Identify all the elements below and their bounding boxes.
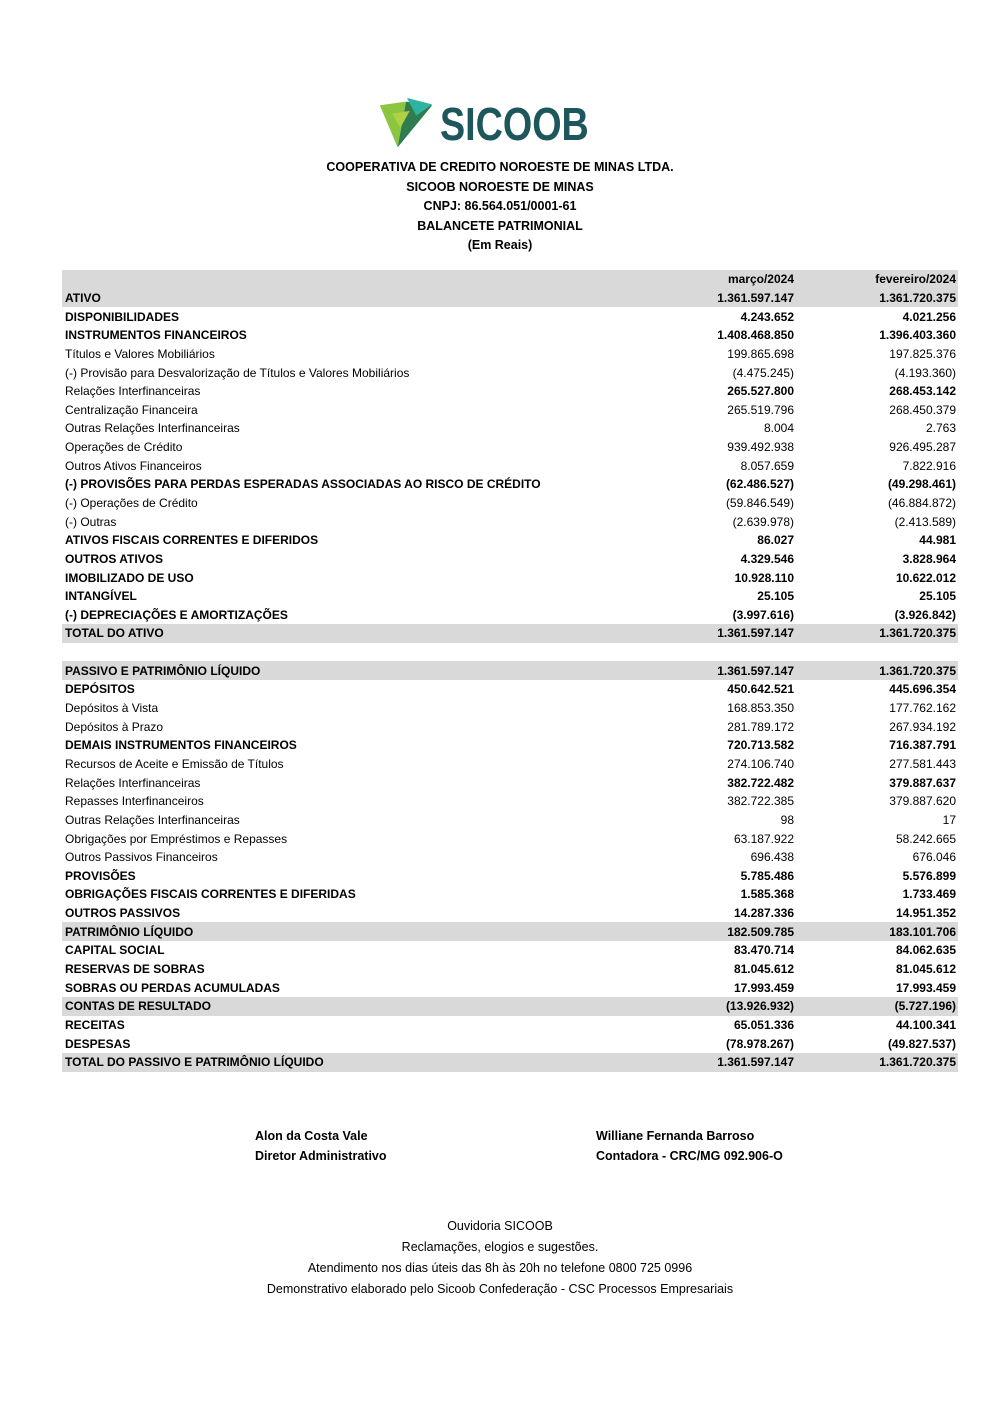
row-value-month-2: 1.361.720.375 bbox=[879, 663, 956, 678]
row-value-month-1: 17.993.459 bbox=[733, 980, 794, 995]
row-value-month-2: 926.495.287 bbox=[889, 440, 956, 455]
row-label: DISPONIBILIDADES bbox=[65, 309, 180, 324]
row-value-month-2: 17 bbox=[942, 812, 956, 827]
sicoob-mark-icon bbox=[378, 96, 434, 152]
row-value-month-1: 696.438 bbox=[750, 850, 794, 865]
director-role: Diretor Administrativo bbox=[255, 1149, 387, 1163]
row-label: Outros Ativos Financeiros bbox=[65, 458, 202, 473]
table-row bbox=[62, 885, 958, 904]
row-value-month-1: 1.361.597.147 bbox=[717, 663, 794, 678]
table-row bbox=[62, 363, 958, 382]
row-label: Títulos e Valores Mobiliários bbox=[65, 346, 215, 361]
signature-block-director bbox=[255, 1126, 387, 1166]
table-row bbox=[62, 717, 958, 736]
company-name: COOPERATIVA DE CREDITO NOROESTE DE MINAS LTDA. bbox=[326, 160, 674, 174]
table-row bbox=[62, 1053, 958, 1072]
row-label: (-) Outras bbox=[65, 514, 117, 529]
row-value-month-1: 98 bbox=[780, 812, 794, 827]
signature-block-accountant bbox=[596, 1126, 783, 1166]
sicoob-logo bbox=[0, 96, 1000, 152]
row-value-month-1: (3.997.616) bbox=[732, 607, 794, 622]
row-label: (-) Operações de Crédito bbox=[65, 496, 198, 510]
footer-elaborado: Demonstrativo elaborado pelo Sicoob Confederação - CSC Processos Empresariais bbox=[266, 1282, 734, 1296]
row-value-month-1: 81.045.612 bbox=[733, 962, 794, 977]
row-value-month-1: (78.978.267) bbox=[725, 1036, 794, 1051]
row-value-month-2: (49.827.537) bbox=[887, 1036, 956, 1051]
row-label: RECEITAS bbox=[65, 1017, 125, 1032]
row-value-month-1: 65.051.336 bbox=[733, 1017, 794, 1032]
row-value-month-2: 58.242.665 bbox=[895, 831, 956, 846]
row-value-month-2: 17.993.459 bbox=[895, 980, 956, 995]
table-row bbox=[62, 307, 958, 326]
table-row bbox=[62, 456, 958, 475]
row-value-month-2: 44.981 bbox=[919, 533, 956, 548]
row-value-month-2: 10.622.012 bbox=[895, 570, 956, 585]
row-label: OBRIGAÇÕES FISCAIS CORRENTES E DIFERIDAS bbox=[65, 887, 356, 902]
row-value-month-2: 1.396.403.360 bbox=[879, 328, 956, 343]
row-value-month-1: 168.853.350 bbox=[727, 701, 794, 716]
table-row bbox=[62, 997, 958, 1016]
table-column-header-row bbox=[62, 270, 958, 289]
row-value-month-2: 1.361.720.375 bbox=[879, 626, 956, 641]
row-value-month-1: 8.004 bbox=[763, 421, 794, 436]
table-row bbox=[62, 606, 958, 625]
row-value-month-1: 10.928.110 bbox=[734, 570, 794, 585]
row-value-month-1: 382.722.385 bbox=[727, 794, 794, 809]
row-value-month-2: 4.021.256 bbox=[902, 309, 956, 324]
row-value-month-1: 5.785.486 bbox=[740, 868, 794, 883]
row-value-month-2: (46.884.872) bbox=[887, 496, 956, 510]
table-row bbox=[62, 867, 958, 886]
row-value-month-1: 1.361.597.147 bbox=[717, 1055, 794, 1070]
row-label: DEPÓSITOS bbox=[65, 682, 135, 697]
row-value-month-1: 4.243.652 bbox=[740, 309, 794, 324]
table-row bbox=[62, 382, 958, 401]
table-row bbox=[62, 568, 958, 587]
currency-unit: (Em Reais) bbox=[467, 238, 533, 253]
row-label: OUTROS ATIVOS bbox=[65, 551, 164, 566]
row-value-month-1: 265.519.796 bbox=[727, 402, 794, 417]
row-label: Operações de Crédito bbox=[65, 440, 183, 455]
accountant-name: Williane Fernanda Barroso bbox=[596, 1129, 755, 1143]
director-name: Alon da Costa Vale bbox=[255, 1129, 368, 1143]
row-value-month-1: 63.187.922 bbox=[733, 831, 794, 846]
row-value-month-2: 183.101.706 bbox=[889, 924, 956, 939]
row-label: PASSIVO E PATRIMÔNIO LÍQUIDO bbox=[65, 663, 261, 678]
row-value-month-1: 182.509.785 bbox=[727, 924, 794, 939]
table-row bbox=[62, 512, 958, 531]
table-row bbox=[62, 400, 958, 419]
row-value-month-2: 81.045.612 bbox=[895, 962, 956, 977]
row-label: (-) DEPRECIAÇÕES E AMORTIZAÇÕES bbox=[65, 607, 288, 622]
footer-reclamacoes: Reclamações, elogios e sugestões. bbox=[401, 1240, 599, 1254]
row-value-month-2: 379.887.637 bbox=[889, 775, 956, 790]
footer-atendimento: Atendimento nos dias úteis das 8h às 20h no telefone 0800 725 0996 bbox=[307, 1261, 693, 1275]
row-value-month-2: 277.581.443 bbox=[889, 756, 956, 771]
row-label: DESPESAS bbox=[65, 1036, 131, 1051]
row-value-month-2: 716.387.791 bbox=[889, 738, 956, 753]
document-footer bbox=[0, 1216, 1000, 1300]
row-label: (-) Provisão para Desvalorização de Títulos e Valores Mobiliários bbox=[65, 365, 410, 380]
row-label: Depósitos à Prazo bbox=[65, 719, 164, 734]
row-value-month-1: 450.642.521 bbox=[727, 682, 794, 697]
row-value-month-2: 84.062.635 bbox=[895, 943, 956, 958]
row-label: Outros Passivos Financeiros bbox=[65, 850, 218, 865]
row-value-month-1: 720.713.582 bbox=[727, 738, 794, 753]
row-value-month-1: 281.789.172 bbox=[727, 719, 794, 734]
row-label: Centralização Financeira bbox=[65, 402, 198, 417]
row-label: IMOBILIZADO DE USO bbox=[65, 570, 194, 585]
sicoob-wordmark: SICOOB bbox=[440, 98, 590, 150]
column-header-month-2: fevereiro/2024 bbox=[875, 272, 956, 287]
table-row bbox=[62, 624, 958, 643]
row-value-month-2: 1.361.720.375 bbox=[879, 1055, 956, 1070]
row-label: PATRIMÔNIO LÍQUIDO bbox=[65, 924, 194, 939]
row-value-month-1: 25.105 bbox=[757, 589, 794, 604]
entity-name: SICOOB NOROESTE DE MINAS bbox=[406, 179, 594, 194]
row-label: RESERVAS DE SOBRAS bbox=[65, 962, 205, 977]
table-row bbox=[62, 531, 958, 550]
table-spacer-row bbox=[62, 643, 958, 662]
cnpj-line: CNPJ: 86.564.051/0001-61 bbox=[423, 199, 577, 214]
row-label: INSTRUMENTOS FINANCEIROS bbox=[65, 328, 247, 343]
row-label: Repasses Interfinanceiros bbox=[65, 794, 204, 809]
table-row bbox=[62, 699, 958, 718]
row-label: SOBRAS OU PERDAS ACUMULADAS bbox=[65, 980, 280, 995]
row-value-month-2: 25.105 bbox=[919, 589, 956, 604]
row-value-month-2: 7.822.916 bbox=[902, 458, 956, 473]
row-value-month-1: 274.106.740 bbox=[727, 756, 794, 771]
row-label: Outras Relações Interfinanceiras bbox=[65, 812, 240, 827]
table-row bbox=[62, 326, 958, 345]
row-value-month-2: 1.361.720.375 bbox=[879, 290, 956, 305]
document-title: BALANCETE PATRIMONIAL bbox=[417, 218, 583, 233]
table-row bbox=[62, 661, 958, 680]
table-row bbox=[62, 904, 958, 923]
row-value-month-2: 445.696.354 bbox=[889, 682, 956, 697]
table-row bbox=[62, 680, 958, 699]
row-value-month-1: 1.408.468.850 bbox=[717, 328, 794, 343]
row-value-month-2: 1.733.469 bbox=[902, 887, 956, 902]
row-value-month-2: 676.046 bbox=[912, 850, 956, 865]
table-row bbox=[62, 419, 958, 438]
row-label: Obrigações por Empréstimos e Repasses bbox=[65, 831, 288, 846]
row-value-month-2: 379.887.620 bbox=[889, 794, 956, 809]
table-row bbox=[62, 494, 958, 513]
row-value-month-1: 83.470.714 bbox=[733, 943, 794, 958]
table-row bbox=[62, 1016, 958, 1035]
row-label: PROVISÕES bbox=[65, 868, 136, 883]
table-row bbox=[62, 811, 958, 830]
row-value-month-2: (49.298.461) bbox=[887, 477, 956, 492]
row-value-month-2: (2.413.589) bbox=[894, 514, 956, 529]
footer-ouvidoria: Ouvidoria SICOOB bbox=[447, 1219, 553, 1233]
row-label: TOTAL DO PASSIVO E PATRIMÔNIO LÍQUIDO bbox=[65, 1055, 324, 1070]
row-label: CONTAS DE RESULTADO bbox=[65, 999, 211, 1014]
row-label: (-) PROVISÕES PARA PERDAS ESPERADAS ASSOCIADAS AO RISCO DE CRÉDITO bbox=[65, 477, 541, 492]
row-value-month-1: 939.492.938 bbox=[727, 440, 794, 455]
table-row bbox=[62, 922, 958, 941]
row-value-month-1: 199.865.698 bbox=[727, 346, 794, 361]
table-row bbox=[62, 438, 958, 457]
row-label: CAPITAL SOCIAL bbox=[65, 943, 165, 958]
row-value-month-2: 267.934.192 bbox=[889, 719, 956, 734]
row-value-month-1: (62.486.527) bbox=[725, 477, 794, 492]
row-label: Recursos de Aceite e Emissão de Títulos bbox=[65, 756, 284, 771]
row-value-month-1: 1.585.368 bbox=[740, 887, 794, 902]
table-row bbox=[62, 1034, 958, 1053]
row-label: DEMAIS INSTRUMENTOS FINANCEIROS bbox=[65, 738, 297, 753]
row-value-month-1: (59.846.549) bbox=[725, 496, 794, 510]
row-label: Relações Interfinanceiras bbox=[65, 384, 201, 399]
row-value-month-2: (4.193.360) bbox=[894, 365, 956, 380]
table-row bbox=[62, 941, 958, 960]
row-label: Relações Interfinanceiras bbox=[65, 775, 201, 790]
row-label: ATIVO bbox=[65, 290, 101, 305]
table-row bbox=[62, 773, 958, 792]
row-value-month-2: 268.450.379 bbox=[889, 402, 956, 417]
table-row bbox=[62, 475, 958, 494]
row-value-month-1: 4.329.546 bbox=[740, 551, 794, 566]
row-value-month-1: (13.926.932) bbox=[725, 999, 794, 1014]
table-row bbox=[62, 289, 958, 308]
row-label: Outras Relações Interfinanceiras bbox=[65, 421, 240, 436]
table-row bbox=[62, 755, 958, 774]
column-header-month-1: março/2024 bbox=[727, 272, 794, 287]
row-label: OUTROS PASSIVOS bbox=[65, 906, 181, 921]
table-row bbox=[62, 345, 958, 364]
row-value-month-1: 86.027 bbox=[757, 533, 794, 548]
row-label: TOTAL DO ATIVO bbox=[65, 626, 164, 641]
row-label: ATIVOS FISCAIS CORRENTES E DIFERIDOS bbox=[65, 533, 319, 548]
table-row bbox=[62, 829, 958, 848]
row-value-month-1: (2.639.978) bbox=[732, 514, 794, 529]
row-value-month-2: (3.926.842) bbox=[894, 607, 956, 622]
row-value-month-2: 3.828.964 bbox=[902, 551, 956, 566]
row-label: INTANGÍVEL bbox=[65, 589, 137, 604]
row-value-month-2: 5.576.899 bbox=[902, 868, 956, 883]
row-value-month-1: 8.057.659 bbox=[740, 458, 794, 473]
row-value-month-2: 2.763 bbox=[925, 421, 956, 436]
table-row bbox=[62, 736, 958, 755]
table-row bbox=[62, 792, 958, 811]
row-value-month-2: 44.100.341 bbox=[895, 1017, 956, 1032]
table-row bbox=[62, 848, 958, 867]
row-value-month-1: 1.361.597.147 bbox=[717, 290, 794, 305]
row-value-month-2: 197.825.376 bbox=[889, 346, 956, 361]
table-row bbox=[62, 978, 958, 997]
row-value-month-2: 177.762.162 bbox=[889, 701, 956, 716]
document-header bbox=[0, 158, 1000, 256]
table-body bbox=[62, 289, 958, 1072]
row-value-month-2: 268.453.142 bbox=[889, 384, 956, 399]
table-row bbox=[62, 960, 958, 979]
row-value-month-2: (5.727.196) bbox=[894, 999, 956, 1014]
row-value-month-1: (4.475.245) bbox=[732, 365, 794, 380]
table-row bbox=[62, 550, 958, 569]
row-value-month-1: 382.722.482 bbox=[727, 775, 794, 790]
table-row bbox=[62, 587, 958, 606]
balance-table bbox=[62, 270, 958, 1072]
row-label: Depósitos à Vista bbox=[65, 701, 159, 716]
row-value-month-2: 14.951.352 bbox=[895, 906, 956, 921]
row-value-month-1: 265.527.800 bbox=[727, 384, 794, 399]
row-value-month-1: 1.361.597.147 bbox=[717, 626, 794, 641]
accountant-role: Contadora - CRC/MG 092.906-O bbox=[596, 1149, 783, 1163]
row-value-month-1: 14.287.336 bbox=[733, 906, 794, 921]
